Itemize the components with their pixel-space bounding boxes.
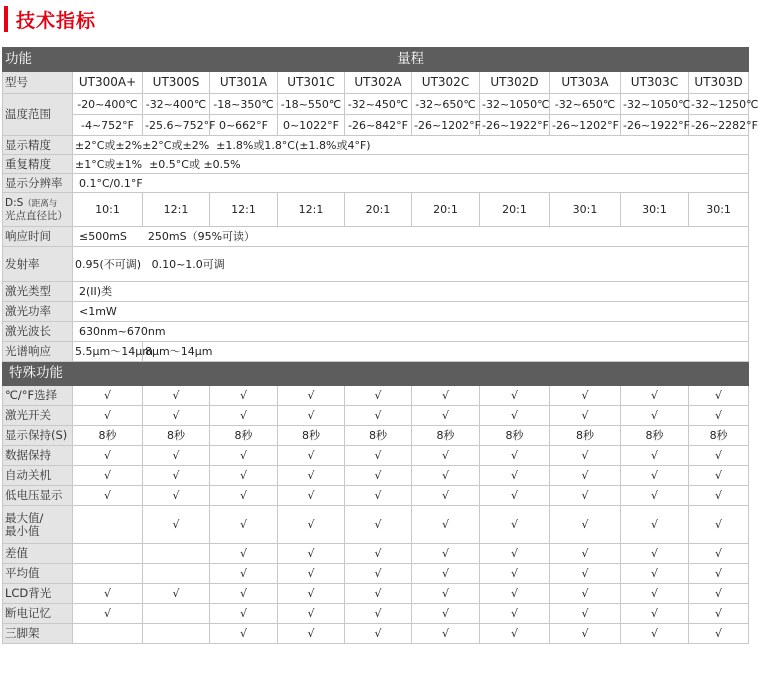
empty-cell (73, 544, 143, 564)
check-mark: √ (412, 506, 480, 544)
check-mark: √ (210, 446, 278, 466)
check-mark: √ (278, 486, 345, 506)
feature-label: 断电记忆 (3, 604, 73, 624)
value-text: ±1.8%或1.8°C(±1.8%或4°F) (216, 138, 371, 152)
model-header-cell: UT300A+ (73, 72, 143, 94)
feature-row (3, 506, 749, 544)
emissivity-row (3, 247, 749, 282)
check-mark: √ (480, 446, 550, 466)
ds-ratio-cell: 12:1 (278, 193, 345, 227)
check-mark: √ (143, 506, 210, 544)
check-mark: √ (550, 584, 621, 604)
row-label: 激光波长 (3, 322, 73, 342)
feature-label: 三脚架 (3, 624, 73, 644)
check-mark: √ (621, 466, 689, 486)
check-mark: √ (621, 446, 689, 466)
check-mark: √ (345, 564, 412, 584)
accuracy-values (73, 136, 749, 155)
feature-row (3, 584, 749, 604)
feature-label: LCD背光 (3, 584, 73, 604)
value-text: 630nm~670nm (73, 322, 749, 342)
check-mark: √ (278, 584, 345, 604)
check-mark: √ (278, 506, 345, 544)
row-label: 温度范围 (3, 94, 73, 136)
check-mark: √ (73, 466, 143, 486)
laser-power-row (3, 302, 749, 322)
ds-row (3, 193, 749, 227)
response-row (3, 227, 749, 247)
check-mark: √ (412, 584, 480, 604)
feature-row (3, 386, 749, 406)
feature-row (3, 406, 749, 426)
resolution-row (3, 174, 749, 193)
emissivity-values (73, 247, 749, 282)
row-label: 型号 (3, 72, 73, 94)
temp-f-cell: -26~1922°F (480, 115, 550, 136)
check-mark: √ (480, 486, 550, 506)
empty-cell (73, 564, 143, 584)
value-text: ≤500mS (79, 230, 127, 243)
ds-ratio-cell: 20:1 (480, 193, 550, 227)
feature-label: 最大值/ 最小值 (3, 506, 73, 544)
check-mark: √ (550, 506, 621, 544)
check-mark: √ (345, 486, 412, 506)
check-mark: √ (621, 506, 689, 544)
feature-value: 8秒 (73, 426, 143, 446)
temp-f-cell: -26~842°F (345, 115, 412, 136)
check-mark: √ (689, 486, 749, 506)
value-text: 0.95(不可调) (75, 257, 142, 271)
check-mark: √ (73, 604, 143, 624)
ds-label-main: D:S (5, 197, 24, 209)
check-mark: √ (412, 544, 480, 564)
model-header-cell: UT303A (550, 72, 621, 94)
check-mark: √ (480, 506, 550, 544)
check-mark: √ (345, 386, 412, 406)
feature-row (3, 486, 749, 506)
temp-f-cell: -26~1202°F (550, 115, 621, 136)
feature-label: 自动关机 (3, 466, 73, 486)
check-mark: √ (278, 604, 345, 624)
row-label: 激光功率 (3, 302, 73, 322)
temp-f-cell: -4~752°F (73, 115, 143, 136)
check-mark: √ (143, 466, 210, 486)
feature-row (3, 564, 749, 584)
feature-row (3, 624, 749, 644)
check-mark: √ (345, 466, 412, 486)
check-mark: √ (689, 466, 749, 486)
spectral-row (3, 342, 749, 362)
check-mark: √ (621, 386, 689, 406)
check-mark: √ (412, 604, 480, 624)
model-header-cell: UT302C (412, 72, 480, 94)
ds-ratio-cell: 12:1 (143, 193, 210, 227)
ds-label-small: （距离与 (23, 199, 58, 209)
value-text: ±2°C或±2% (75, 138, 143, 152)
check-mark: √ (480, 386, 550, 406)
ds-ratio-cell: 20:1 (412, 193, 480, 227)
row-label: 光谱响应 (3, 342, 73, 362)
check-mark: √ (345, 604, 412, 624)
ds-ratio-cell: 30:1 (689, 193, 749, 227)
repeat-values (73, 155, 749, 174)
check-mark: √ (689, 604, 749, 624)
check-mark: √ (621, 584, 689, 604)
check-mark: √ (73, 446, 143, 466)
page-title: 技术指标 (16, 9, 97, 32)
check-mark: √ (143, 406, 210, 426)
accuracy-row (3, 136, 749, 155)
temp-f-cell: -26~1922°F (621, 115, 689, 136)
temp-f-cell: -26~2282°F (689, 115, 749, 136)
feature-value: 8秒 (550, 426, 621, 446)
value-text: ±2°C或±2% (142, 138, 210, 152)
section-label: 功能 (3, 48, 73, 72)
title-accent-bar (4, 6, 8, 32)
value-text: 2(II)类 (73, 282, 749, 302)
value-text: 5.5μm～14μm (73, 342, 143, 362)
check-mark: √ (621, 604, 689, 624)
check-mark: √ (550, 446, 621, 466)
spec-table (2, 47, 759, 644)
model-header-cell: UT300S (143, 72, 210, 94)
check-mark: √ (550, 564, 621, 584)
check-mark: √ (210, 406, 278, 426)
check-mark: √ (278, 624, 345, 644)
check-mark: √ (345, 584, 412, 604)
check-mark: √ (412, 624, 480, 644)
check-mark: √ (73, 584, 143, 604)
check-mark: √ (278, 564, 345, 584)
check-mark: √ (621, 544, 689, 564)
temp-c-cell: -32~650℃ (550, 94, 621, 115)
check-mark: √ (143, 446, 210, 466)
check-mark: √ (412, 466, 480, 486)
feature-row (3, 544, 749, 564)
model-header-cell: UT303D (689, 72, 749, 94)
check-mark: √ (550, 466, 621, 486)
check-mark: √ (210, 466, 278, 486)
value-text: 0.1°C/0.1°F (73, 174, 749, 193)
row-label: 重复精度 (3, 155, 73, 174)
check-mark: √ (278, 544, 345, 564)
value-text: ±0.5°C或 ±0.5% (149, 157, 241, 171)
empty-cell (143, 564, 210, 584)
check-mark: √ (480, 544, 550, 564)
feature-label: 数据保持 (3, 446, 73, 466)
feature-row (3, 426, 749, 446)
feature-value: 8秒 (621, 426, 689, 446)
check-mark: √ (621, 486, 689, 506)
section-title: 量程 (73, 48, 749, 72)
temp-c-cell: -32~1250℃ (689, 94, 749, 115)
check-mark: √ (550, 386, 621, 406)
model-row (3, 72, 749, 94)
check-mark: √ (278, 466, 345, 486)
check-mark: √ (689, 624, 749, 644)
check-mark: √ (345, 544, 412, 564)
temp-f-cell: 0~662°F (210, 115, 278, 136)
feature-label: 激光开关 (3, 406, 73, 426)
feature-label: 低电压显示 (3, 486, 73, 506)
temp-c-cell: -32~650℃ (412, 94, 480, 115)
feature-value: 8秒 (143, 426, 210, 446)
model-header-cell: UT302D (480, 72, 550, 94)
ds-ratio-cell: 10:1 (73, 193, 143, 227)
check-mark: √ (345, 506, 412, 544)
section-label: 特殊功能 (3, 362, 749, 386)
feature-row (3, 446, 749, 466)
check-mark: √ (480, 406, 550, 426)
model-header-cell: UT302A (345, 72, 412, 94)
check-mark: √ (480, 584, 550, 604)
check-mark: √ (480, 564, 550, 584)
check-mark: √ (550, 486, 621, 506)
check-mark: √ (480, 604, 550, 624)
check-mark: √ (210, 624, 278, 644)
check-mark: √ (143, 386, 210, 406)
value-text: ±1°C或±1% (75, 157, 143, 171)
check-mark: √ (412, 446, 480, 466)
check-mark: √ (689, 544, 749, 564)
feature-value: 8秒 (689, 426, 749, 446)
temp-f-cell: -25.6~752°F (143, 115, 210, 136)
value-text: <1mW (73, 302, 749, 322)
check-mark: √ (278, 406, 345, 426)
model-header-cell: UT303C (621, 72, 689, 94)
feature-label: 显示保持(S) (3, 426, 73, 446)
response-values (73, 227, 749, 247)
ds-ratio-cell: 12:1 (210, 193, 278, 227)
check-mark: √ (480, 624, 550, 644)
row-label: 响应时间 (3, 227, 73, 247)
feature-row (3, 466, 749, 486)
temp-c-cell: -32~450℃ (345, 94, 412, 115)
temp-f-cell: -26~1202°F (412, 115, 480, 136)
value-text: 250mS（95%可读） (147, 230, 256, 243)
check-mark: √ (480, 466, 550, 486)
check-mark: √ (550, 604, 621, 624)
feature-value: 8秒 (412, 426, 480, 446)
check-mark: √ (412, 564, 480, 584)
check-mark: √ (621, 406, 689, 426)
feature-label: 差值 (3, 544, 73, 564)
row-label: 发射率 (3, 247, 73, 282)
check-mark: √ (345, 624, 412, 644)
laser-type-row (3, 282, 749, 302)
check-mark: √ (278, 446, 345, 466)
row-label: 显示精度 (3, 136, 73, 155)
check-mark: √ (550, 544, 621, 564)
feature-value: 8秒 (480, 426, 550, 446)
value-text: 0.10~1.0可调 (151, 257, 225, 271)
check-mark: √ (210, 506, 278, 544)
check-mark: √ (550, 624, 621, 644)
spec-table-body (3, 48, 759, 644)
ds-label-line2: 光点直径比） (5, 210, 68, 222)
feature-row (3, 604, 749, 624)
check-mark: √ (621, 624, 689, 644)
check-mark: √ (689, 584, 749, 604)
check-mark: √ (689, 564, 749, 584)
section-row-range (3, 48, 749, 72)
empty-cell (143, 624, 210, 644)
empty-cell (73, 506, 143, 544)
empty-cell (143, 544, 210, 564)
temp-c-cell: -18~550℃ (278, 94, 345, 115)
feature-label: ℃/°F选择 (3, 386, 73, 406)
temp-row-f (3, 115, 749, 136)
empty-cell (73, 624, 143, 644)
check-mark: √ (278, 386, 345, 406)
check-mark: √ (689, 386, 749, 406)
check-mark: √ (210, 544, 278, 564)
check-mark: √ (210, 604, 278, 624)
check-mark: √ (143, 486, 210, 506)
temp-row-c (3, 94, 749, 115)
check-mark: √ (345, 446, 412, 466)
check-mark: √ (143, 584, 210, 604)
check-mark: √ (412, 386, 480, 406)
check-mark: √ (621, 564, 689, 584)
model-header-cell: UT301C (278, 72, 345, 94)
temp-f-cell: 0~1022°F (278, 115, 345, 136)
check-mark: √ (210, 486, 278, 506)
check-mark: √ (412, 406, 480, 426)
feature-value: 8秒 (345, 426, 412, 446)
temp-c-cell: -32~1050℃ (621, 94, 689, 115)
row-label: 激光类型 (3, 282, 73, 302)
laser-wave-row (3, 322, 749, 342)
check-mark: √ (345, 406, 412, 426)
value-text: 8μm～14μm (143, 342, 749, 362)
check-mark: √ (73, 386, 143, 406)
feature-value: 8秒 (278, 426, 345, 446)
check-mark: √ (210, 584, 278, 604)
check-mark: √ (210, 386, 278, 406)
temp-c-cell: -32~400℃ (143, 94, 210, 115)
feature-label: 平均值 (3, 564, 73, 584)
row-label: 显示分辨率 (3, 174, 73, 193)
temp-c-cell: -32~1050℃ (480, 94, 550, 115)
section-row-features (3, 362, 749, 386)
temp-c-cell: -20~400℃ (73, 94, 143, 115)
check-mark: √ (689, 446, 749, 466)
model-header-cell: UT301A (210, 72, 278, 94)
temp-c-cell: -18~350℃ (210, 94, 278, 115)
ds-ratio-cell: 20:1 (345, 193, 412, 227)
check-mark: √ (689, 406, 749, 426)
check-mark: √ (412, 486, 480, 506)
feature-value: 8秒 (210, 426, 278, 446)
ds-ratio-cell: 30:1 (621, 193, 689, 227)
check-mark: √ (210, 564, 278, 584)
empty-cell (143, 604, 210, 624)
section-header (0, 0, 110, 38)
check-mark: √ (550, 406, 621, 426)
row-label (3, 193, 73, 227)
check-mark: √ (73, 486, 143, 506)
check-mark: √ (73, 406, 143, 426)
ds-ratio-cell: 30:1 (550, 193, 621, 227)
repeat-row (3, 155, 749, 174)
check-mark: √ (689, 506, 749, 544)
